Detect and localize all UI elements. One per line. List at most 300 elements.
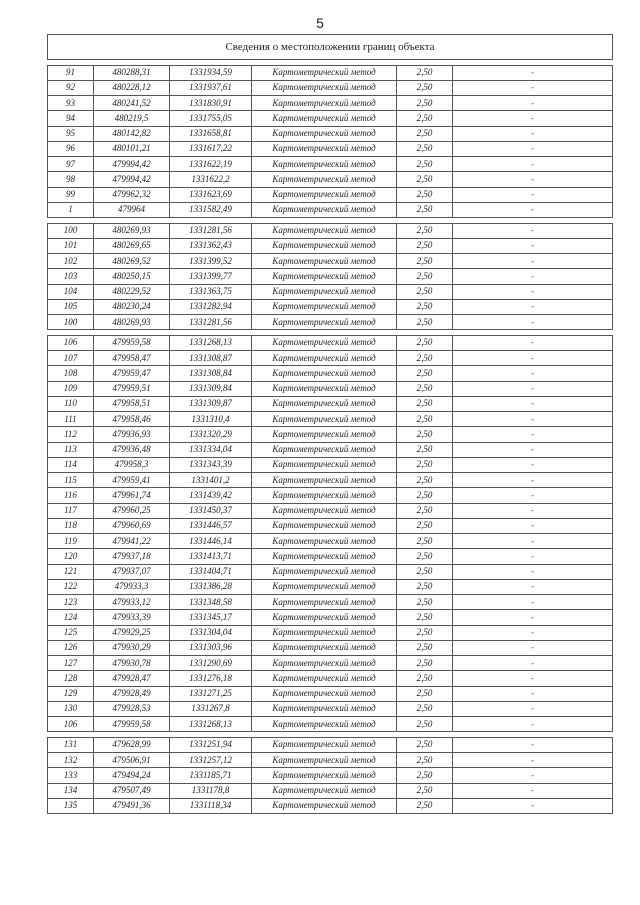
extra-cell: - bbox=[453, 686, 613, 701]
extra-cell: - bbox=[453, 351, 613, 366]
coord-x-cell: 479936,48 bbox=[94, 442, 170, 457]
table-row bbox=[48, 315, 613, 330]
extra-cell: - bbox=[453, 315, 613, 330]
table-row bbox=[48, 549, 613, 564]
accuracy-cell: 2,50 bbox=[397, 141, 453, 156]
accuracy-cell: 2,50 bbox=[397, 96, 453, 111]
coord-y-cell: 1331399,52 bbox=[170, 254, 252, 269]
table-row bbox=[48, 579, 613, 594]
method-cell: Картометрический метод bbox=[252, 798, 397, 813]
point-number-cell: 117 bbox=[48, 503, 94, 518]
method-cell: Картометрический метод bbox=[252, 717, 397, 732]
accuracy-cell: 2,50 bbox=[397, 503, 453, 518]
accuracy-cell: 2,50 bbox=[397, 457, 453, 472]
table-row bbox=[48, 640, 613, 655]
coord-x-cell: 479941,22 bbox=[94, 534, 170, 549]
table-row bbox=[48, 238, 613, 253]
table-row bbox=[48, 202, 613, 217]
method-cell: Картометрический метод bbox=[252, 595, 397, 610]
method-cell: Картометрический метод bbox=[252, 80, 397, 95]
method-cell: Картометрический метод bbox=[252, 157, 397, 172]
coord-x-cell: 480230,24 bbox=[94, 299, 170, 314]
coord-x-cell: 479936,93 bbox=[94, 427, 170, 442]
point-number-cell: 108 bbox=[48, 366, 94, 381]
table-row bbox=[48, 457, 613, 472]
method-cell: Картометрический метод bbox=[252, 223, 397, 238]
extra-cell: - bbox=[453, 534, 613, 549]
coord-x-cell: 479507,49 bbox=[94, 783, 170, 798]
coord-y-cell: 1331582,49 bbox=[170, 202, 252, 217]
point-number-cell: 130 bbox=[48, 701, 94, 716]
extra-cell: - bbox=[453, 396, 613, 411]
accuracy-cell: 2,50 bbox=[397, 798, 453, 813]
accuracy-cell: 2,50 bbox=[397, 473, 453, 488]
extra-cell: - bbox=[453, 595, 613, 610]
point-number-cell: 114 bbox=[48, 457, 94, 472]
extra-cell: - bbox=[453, 269, 613, 284]
coord-y-cell: 1331386,28 bbox=[170, 579, 252, 594]
table-row bbox=[48, 96, 613, 111]
coord-y-cell: 1331178,8 bbox=[170, 783, 252, 798]
method-cell: Картометрический метод bbox=[252, 686, 397, 701]
point-number-cell: 98 bbox=[48, 172, 94, 187]
table-row bbox=[48, 284, 613, 299]
point-number-cell: 102 bbox=[48, 254, 94, 269]
coord-y-cell: 1331399,77 bbox=[170, 269, 252, 284]
coord-y-cell: 1331309,87 bbox=[170, 396, 252, 411]
table-row bbox=[48, 686, 613, 701]
extra-cell: - bbox=[453, 412, 613, 427]
table-row bbox=[48, 768, 613, 783]
accuracy-cell: 2,50 bbox=[397, 269, 453, 284]
coord-y-cell: 1331271,25 bbox=[170, 686, 252, 701]
coord-y-cell: 1331257,12 bbox=[170, 753, 252, 768]
accuracy-cell: 2,50 bbox=[397, 315, 453, 330]
coord-x-cell: 479937,07 bbox=[94, 564, 170, 579]
coord-x-cell: 479933,39 bbox=[94, 610, 170, 625]
table-row bbox=[48, 269, 613, 284]
point-number-cell: 119 bbox=[48, 534, 94, 549]
extra-cell: - bbox=[453, 717, 613, 732]
extra-cell: - bbox=[453, 473, 613, 488]
point-number-cell: 131 bbox=[48, 737, 94, 752]
coord-y-cell: 1331658,81 bbox=[170, 126, 252, 141]
coord-x-cell: 479959,51 bbox=[94, 381, 170, 396]
coord-x-cell: 479960,69 bbox=[94, 518, 170, 533]
point-number-cell: 97 bbox=[48, 157, 94, 172]
coord-y-cell: 1331622,19 bbox=[170, 157, 252, 172]
table-row bbox=[48, 488, 613, 503]
table-row bbox=[48, 717, 613, 732]
extra-cell: - bbox=[453, 783, 613, 798]
extra-cell: - bbox=[453, 457, 613, 472]
point-number-cell: 91 bbox=[48, 65, 94, 80]
point-number-cell: 106 bbox=[48, 717, 94, 732]
method-cell: Картометрический метод bbox=[252, 396, 397, 411]
method-cell: Картометрический метод bbox=[252, 141, 397, 156]
point-number-cell: 96 bbox=[48, 141, 94, 156]
coord-y-cell: 1331755,05 bbox=[170, 111, 252, 126]
coord-y-cell: 1331439,42 bbox=[170, 488, 252, 503]
point-number-cell: 93 bbox=[48, 96, 94, 111]
point-number-cell: 99 bbox=[48, 187, 94, 202]
coord-y-cell: 1331622,2 bbox=[170, 172, 252, 187]
extra-cell: - bbox=[453, 172, 613, 187]
method-cell: Картометрический метод bbox=[252, 269, 397, 284]
method-cell: Картометрический метод bbox=[252, 96, 397, 111]
accuracy-cell: 2,50 bbox=[397, 126, 453, 141]
point-number-cell: 103 bbox=[48, 269, 94, 284]
coord-x-cell: 479994,42 bbox=[94, 157, 170, 172]
point-number-cell: 113 bbox=[48, 442, 94, 457]
accuracy-cell: 2,50 bbox=[397, 412, 453, 427]
method-cell: Картометрический метод bbox=[252, 202, 397, 217]
coord-y-cell: 1331362,43 bbox=[170, 238, 252, 253]
accuracy-cell: 2,50 bbox=[397, 351, 453, 366]
method-cell: Картометрический метод bbox=[252, 187, 397, 202]
coord-y-cell: 1331309,84 bbox=[170, 381, 252, 396]
method-cell: Картометрический метод bbox=[252, 473, 397, 488]
point-number-cell: 122 bbox=[48, 579, 94, 594]
coord-y-cell: 1331276,18 bbox=[170, 671, 252, 686]
coord-y-cell: 1331268,13 bbox=[170, 335, 252, 350]
accuracy-cell: 2,50 bbox=[397, 427, 453, 442]
table-row bbox=[48, 737, 613, 752]
coord-y-cell: 1331304,04 bbox=[170, 625, 252, 640]
extra-cell: - bbox=[453, 299, 613, 314]
coord-y-cell: 1331320,29 bbox=[170, 427, 252, 442]
method-cell: Картометрический метод bbox=[252, 412, 397, 427]
coord-x-cell: 480269,93 bbox=[94, 223, 170, 238]
extra-cell: - bbox=[453, 254, 613, 269]
method-cell: Картометрический метод bbox=[252, 753, 397, 768]
coord-x-cell: 479958,47 bbox=[94, 351, 170, 366]
method-cell: Картометрический метод bbox=[252, 172, 397, 187]
extra-cell: - bbox=[453, 65, 613, 80]
method-cell: Картометрический метод bbox=[252, 442, 397, 457]
point-number-cell: 132 bbox=[48, 753, 94, 768]
accuracy-cell: 2,50 bbox=[397, 442, 453, 457]
coord-x-cell: 479930,78 bbox=[94, 656, 170, 671]
point-number-cell: 125 bbox=[48, 625, 94, 640]
extra-cell: - bbox=[453, 111, 613, 126]
accuracy-cell: 2,50 bbox=[397, 172, 453, 187]
extra-cell: - bbox=[453, 656, 613, 671]
accuracy-cell: 2,50 bbox=[397, 753, 453, 768]
method-cell: Картометрический метод bbox=[252, 111, 397, 126]
coord-x-cell: 480228,12 bbox=[94, 80, 170, 95]
coord-y-cell: 1331308,84 bbox=[170, 366, 252, 381]
coord-y-cell: 1331185,71 bbox=[170, 768, 252, 783]
method-cell: Картометрический метод bbox=[252, 549, 397, 564]
extra-cell: - bbox=[453, 737, 613, 752]
coord-y-cell: 1331348,58 bbox=[170, 595, 252, 610]
table-row bbox=[48, 299, 613, 314]
coord-x-cell: 479933,12 bbox=[94, 595, 170, 610]
coord-x-cell: 479959,58 bbox=[94, 717, 170, 732]
coord-y-cell: 1331446,14 bbox=[170, 534, 252, 549]
boundary-coordinates-table bbox=[47, 34, 613, 814]
method-cell: Картометрический метод bbox=[252, 656, 397, 671]
coord-y-cell: 1331450,37 bbox=[170, 503, 252, 518]
accuracy-cell: 2,50 bbox=[397, 701, 453, 716]
coord-x-cell: 480250,15 bbox=[94, 269, 170, 284]
method-cell: Картометрический метод bbox=[252, 701, 397, 716]
extra-cell: - bbox=[453, 335, 613, 350]
method-cell: Картометрический метод bbox=[252, 625, 397, 640]
coord-y-cell: 1331617,22 bbox=[170, 141, 252, 156]
coord-y-cell: 1331830,91 bbox=[170, 96, 252, 111]
coord-y-cell: 1331267,8 bbox=[170, 701, 252, 716]
method-cell: Картометрический метод bbox=[252, 299, 397, 314]
method-cell: Картометрический метод bbox=[252, 315, 397, 330]
coord-y-cell: 1331937,61 bbox=[170, 80, 252, 95]
point-number-cell: 110 bbox=[48, 396, 94, 411]
table-row bbox=[48, 595, 613, 610]
coord-y-cell: 1331363,75 bbox=[170, 284, 252, 299]
extra-cell: - bbox=[453, 427, 613, 442]
table-row bbox=[48, 610, 613, 625]
method-cell: Картометрический метод bbox=[252, 254, 397, 269]
extra-cell: - bbox=[453, 202, 613, 217]
accuracy-cell: 2,50 bbox=[397, 564, 453, 579]
coord-y-cell: 1331303,96 bbox=[170, 640, 252, 655]
accuracy-cell: 2,50 bbox=[397, 656, 453, 671]
coord-x-cell: 479958,51 bbox=[94, 396, 170, 411]
table-row bbox=[48, 111, 613, 126]
table-row bbox=[48, 753, 613, 768]
accuracy-cell: 2,50 bbox=[397, 595, 453, 610]
point-number-cell: 1 bbox=[48, 202, 94, 217]
coord-y-cell: 1331310,4 bbox=[170, 412, 252, 427]
coord-y-cell: 1331934,59 bbox=[170, 65, 252, 80]
extra-cell: - bbox=[453, 503, 613, 518]
coord-x-cell: 479958,46 bbox=[94, 412, 170, 427]
method-cell: Картометрический метод bbox=[252, 366, 397, 381]
table-row bbox=[48, 223, 613, 238]
method-cell: Картометрический метод bbox=[252, 503, 397, 518]
extra-cell: - bbox=[453, 366, 613, 381]
coord-x-cell: 480219,5 bbox=[94, 111, 170, 126]
accuracy-cell: 2,50 bbox=[397, 686, 453, 701]
coord-x-cell: 480269,93 bbox=[94, 315, 170, 330]
accuracy-cell: 2,50 bbox=[397, 284, 453, 299]
coord-x-cell: 479928,49 bbox=[94, 686, 170, 701]
table-row bbox=[48, 656, 613, 671]
extra-cell: - bbox=[453, 187, 613, 202]
coord-x-cell: 480288,31 bbox=[94, 65, 170, 80]
coord-x-cell: 479960,25 bbox=[94, 503, 170, 518]
method-cell: Картометрический метод bbox=[252, 351, 397, 366]
table-row bbox=[48, 625, 613, 640]
accuracy-cell: 2,50 bbox=[397, 640, 453, 655]
table-row bbox=[48, 157, 613, 172]
accuracy-cell: 2,50 bbox=[397, 783, 453, 798]
point-number-cell: 92 bbox=[48, 80, 94, 95]
method-cell: Картометрический метод bbox=[252, 284, 397, 299]
accuracy-cell: 2,50 bbox=[397, 80, 453, 95]
coord-y-cell: 1331334,04 bbox=[170, 442, 252, 457]
coord-x-cell: 479929,25 bbox=[94, 625, 170, 640]
accuracy-cell: 2,50 bbox=[397, 335, 453, 350]
table-title: Сведения о местоположении границ объекта bbox=[48, 35, 613, 60]
coord-y-cell: 1331282,94 bbox=[170, 299, 252, 314]
method-cell: Картометрический метод bbox=[252, 335, 397, 350]
accuracy-cell: 2,50 bbox=[397, 223, 453, 238]
table-row bbox=[48, 442, 613, 457]
method-cell: Картометрический метод bbox=[252, 564, 397, 579]
point-number-cell: 129 bbox=[48, 686, 94, 701]
point-number-cell: 94 bbox=[48, 111, 94, 126]
method-cell: Картометрический метод bbox=[252, 238, 397, 253]
accuracy-cell: 2,50 bbox=[397, 381, 453, 396]
coord-y-cell: 1331446,57 bbox=[170, 518, 252, 533]
point-number-cell: 106 bbox=[48, 335, 94, 350]
coord-x-cell: 479994,42 bbox=[94, 172, 170, 187]
coord-x-cell: 479628,99 bbox=[94, 737, 170, 752]
accuracy-cell: 2,50 bbox=[397, 488, 453, 503]
page-number: 5 bbox=[316, 15, 324, 31]
extra-cell: - bbox=[453, 284, 613, 299]
table-row bbox=[48, 783, 613, 798]
accuracy-cell: 2,50 bbox=[397, 549, 453, 564]
extra-cell: - bbox=[453, 753, 613, 768]
point-number-cell: 101 bbox=[48, 238, 94, 253]
accuracy-cell: 2,50 bbox=[397, 202, 453, 217]
extra-cell: - bbox=[453, 126, 613, 141]
point-number-cell: 111 bbox=[48, 412, 94, 427]
method-cell: Картометрический метод bbox=[252, 65, 397, 80]
point-number-cell: 133 bbox=[48, 768, 94, 783]
coord-x-cell: 480229,52 bbox=[94, 284, 170, 299]
accuracy-cell: 2,50 bbox=[397, 768, 453, 783]
point-number-cell: 134 bbox=[48, 783, 94, 798]
method-cell: Картометрический метод bbox=[252, 381, 397, 396]
point-number-cell: 135 bbox=[48, 798, 94, 813]
extra-cell: - bbox=[453, 610, 613, 625]
point-number-cell: 121 bbox=[48, 564, 94, 579]
coord-y-cell: 1331268,13 bbox=[170, 717, 252, 732]
coord-x-cell: 479928,47 bbox=[94, 671, 170, 686]
accuracy-cell: 2,50 bbox=[397, 579, 453, 594]
table-row bbox=[48, 701, 613, 716]
accuracy-cell: 2,50 bbox=[397, 717, 453, 732]
extra-cell: - bbox=[453, 96, 613, 111]
table-row bbox=[48, 366, 613, 381]
point-number-cell: 128 bbox=[48, 671, 94, 686]
coord-y-cell: 1331345,17 bbox=[170, 610, 252, 625]
coord-x-cell: 479961,74 bbox=[94, 488, 170, 503]
coord-x-cell: 480142,82 bbox=[94, 126, 170, 141]
coord-y-cell: 1331413,71 bbox=[170, 549, 252, 564]
table-row bbox=[48, 473, 613, 488]
accuracy-cell: 2,50 bbox=[397, 534, 453, 549]
extra-cell: - bbox=[453, 640, 613, 655]
point-number-cell: 112 bbox=[48, 427, 94, 442]
coord-x-cell: 479959,41 bbox=[94, 473, 170, 488]
coord-x-cell: 480269,52 bbox=[94, 254, 170, 269]
method-cell: Картометрический метод bbox=[252, 579, 397, 594]
point-number-cell: 100 bbox=[48, 315, 94, 330]
table-title-row bbox=[48, 35, 613, 60]
table-row bbox=[48, 427, 613, 442]
extra-cell: - bbox=[453, 141, 613, 156]
extra-cell: - bbox=[453, 625, 613, 640]
extra-cell: - bbox=[453, 442, 613, 457]
extra-cell: - bbox=[453, 381, 613, 396]
table-row bbox=[48, 335, 613, 350]
point-number-cell: 124 bbox=[48, 610, 94, 625]
table-row bbox=[48, 80, 613, 95]
coord-x-cell: 479959,47 bbox=[94, 366, 170, 381]
table-row bbox=[48, 381, 613, 396]
method-cell: Картометрический метод bbox=[252, 457, 397, 472]
accuracy-cell: 2,50 bbox=[397, 65, 453, 80]
point-number-cell: 100 bbox=[48, 223, 94, 238]
coord-x-cell: 480241,52 bbox=[94, 96, 170, 111]
coord-x-cell: 479959,58 bbox=[94, 335, 170, 350]
coord-x-cell: 479933,3 bbox=[94, 579, 170, 594]
table-row bbox=[48, 534, 613, 549]
table-row bbox=[48, 351, 613, 366]
coord-x-cell: 479962,32 bbox=[94, 187, 170, 202]
point-number-cell: 123 bbox=[48, 595, 94, 610]
accuracy-cell: 2,50 bbox=[397, 238, 453, 253]
accuracy-cell: 2,50 bbox=[397, 610, 453, 625]
accuracy-cell: 2,50 bbox=[397, 737, 453, 752]
extra-cell: - bbox=[453, 488, 613, 503]
coord-y-cell: 1331118,34 bbox=[170, 798, 252, 813]
table-row bbox=[48, 412, 613, 427]
coord-x-cell: 479937,18 bbox=[94, 549, 170, 564]
point-number-cell: 105 bbox=[48, 299, 94, 314]
table-row bbox=[48, 172, 613, 187]
point-number-cell: 116 bbox=[48, 488, 94, 503]
coord-x-cell: 480101,21 bbox=[94, 141, 170, 156]
accuracy-cell: 2,50 bbox=[397, 187, 453, 202]
method-cell: Картометрический метод bbox=[252, 610, 397, 625]
coord-x-cell: 479494,24 bbox=[94, 768, 170, 783]
extra-cell: - bbox=[453, 549, 613, 564]
point-number-cell: 109 bbox=[48, 381, 94, 396]
table-row bbox=[48, 396, 613, 411]
extra-cell: - bbox=[453, 518, 613, 533]
method-cell: Картометрический метод bbox=[252, 534, 397, 549]
coord-x-cell: 479491,36 bbox=[94, 798, 170, 813]
extra-cell: - bbox=[453, 223, 613, 238]
table-row bbox=[48, 518, 613, 533]
extra-cell: - bbox=[453, 80, 613, 95]
method-cell: Картометрический метод bbox=[252, 640, 397, 655]
coord-y-cell: 1331404,71 bbox=[170, 564, 252, 579]
accuracy-cell: 2,50 bbox=[397, 625, 453, 640]
extra-cell: - bbox=[453, 701, 613, 716]
coord-x-cell: 479506,91 bbox=[94, 753, 170, 768]
point-number-cell: 126 bbox=[48, 640, 94, 655]
extra-cell: - bbox=[453, 238, 613, 253]
extra-cell: - bbox=[453, 798, 613, 813]
point-number-cell: 104 bbox=[48, 284, 94, 299]
method-cell: Картометрический метод bbox=[252, 768, 397, 783]
table-row bbox=[48, 141, 613, 156]
extra-cell: - bbox=[453, 157, 613, 172]
point-number-cell: 115 bbox=[48, 473, 94, 488]
method-cell: Картометрический метод bbox=[252, 737, 397, 752]
accuracy-cell: 2,50 bbox=[397, 299, 453, 314]
point-number-cell: 95 bbox=[48, 126, 94, 141]
accuracy-cell: 2,50 bbox=[397, 396, 453, 411]
extra-cell: - bbox=[453, 671, 613, 686]
